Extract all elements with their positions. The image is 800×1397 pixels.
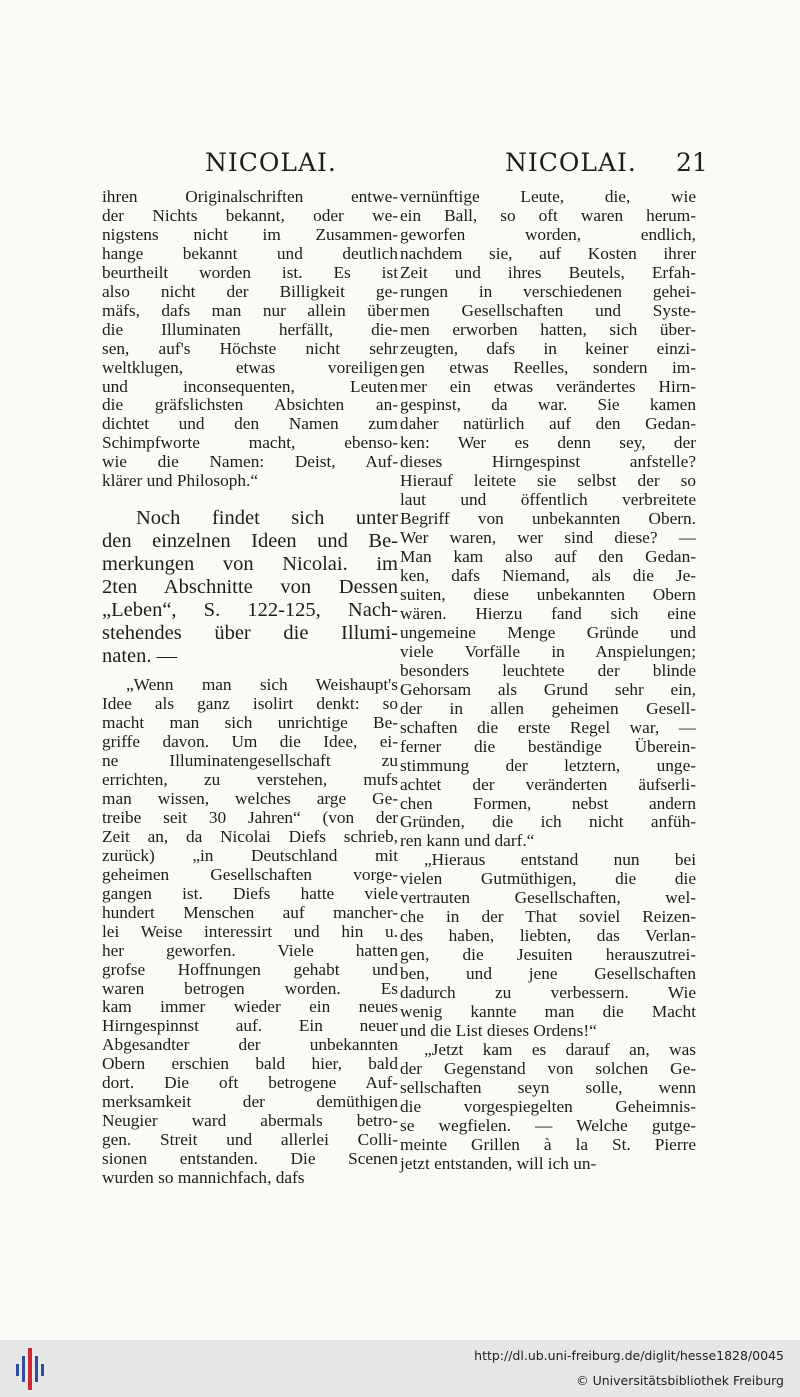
text-line: zurück) „in Deutschland mit	[102, 845, 398, 865]
text-line: grofse Hoffnungen gehabt und	[102, 959, 398, 979]
text-line: weltklugen, etwas voreiligen	[102, 357, 398, 377]
text-line: treibe seit 30 Jahren“ (von der	[102, 807, 398, 827]
text-line: „Hieraus entstand nun bei	[424, 850, 696, 870]
text-line: daher natürlich auf den Gedan-	[400, 414, 696, 434]
text-line: dort. Die oft betrogene Auf-	[102, 1073, 398, 1093]
paragraph-2	[102, 676, 398, 1188]
text-line: Idee als ganz isolirt denkt: so	[102, 694, 398, 714]
footer-bar	[0, 1340, 800, 1397]
text-line: geheimen Gesellschaften vorge-	[102, 864, 398, 884]
text-line: hange bekannt und deutlich	[102, 243, 398, 263]
text-line: merksamkeit der demüthigen	[102, 1092, 398, 1112]
text-line: vernünftige Leute, die, wie	[400, 187, 696, 206]
text-line: stehendes über die Illumi-	[102, 622, 398, 645]
text-line: 2ten Abschnitte von Dessen	[102, 576, 398, 599]
text-line: vertrauten Gesellschaften, wel-	[400, 888, 696, 908]
text-line: vielen Gutmüthigen, die die	[400, 869, 696, 889]
ub-freiburg-logo-icon	[14, 1346, 50, 1392]
text-line: mer ein etwas verändertes Hirn-	[400, 376, 696, 396]
text-line: errichten, zu verstehen, mufs	[102, 770, 398, 790]
paragraph-3	[400, 188, 696, 1174]
text-line: die gräfslichsten Absichten an-	[102, 395, 398, 415]
text-line: Abgesandter der unbekannten	[102, 1035, 398, 1055]
text-line: Man kam also auf den Gedan-	[400, 547, 696, 567]
text-line: Begriff von unbekannten Obern.	[400, 509, 696, 529]
text-line: sionen entstanden. Die Scenen	[102, 1149, 398, 1169]
text-line: ren kann und darf.“	[400, 831, 535, 851]
text-line: wurden so mannichfach, dafs	[102, 1168, 305, 1188]
text-line: Wer waren, wer sind diese? —	[400, 528, 696, 548]
text-line: klärer und Philosoph.“	[102, 471, 258, 491]
text-line: sen, auf's Höchste nicht sehr	[102, 338, 398, 358]
text-line: Neugier ward abermals betro-	[102, 1111, 398, 1131]
text-line: ein Ball, so oft waren herum-	[400, 205, 696, 225]
text-line: wenig kannte man die Macht	[400, 1001, 696, 1021]
text-line: jetzt entstanden, will ich un-	[400, 1153, 597, 1173]
text-line: gen etwas Reelles, sondern im-	[400, 357, 696, 377]
text-line: achtet der veränderten äufserli-	[400, 774, 696, 794]
text-line: wären. Hierzu fand sich eine	[400, 603, 696, 623]
text-line: suiten, diese unbekannten Obern	[400, 585, 696, 605]
text-line: che in der That soviel Reizen-	[400, 907, 696, 927]
text-line: men Gesellschaften und Syste-	[400, 300, 696, 320]
text-line: „Leben“, S. 122-125, Nach-	[102, 599, 398, 622]
text-line: Gründen, die ich nicht anfüh-	[400, 812, 696, 832]
text-line: und die List dieses Ordens!“	[400, 1020, 597, 1040]
text-line: man wissen, welches arge Ge-	[102, 788, 398, 808]
text-line: Schimpfworte macht, ebenso-	[102, 433, 398, 453]
text-line: Noch findet sich unter	[136, 507, 398, 530]
source-url-link[interactable]: http://dl.ub.uni-freiburg.de/diglit/hesse1828/0045	[474, 1348, 784, 1363]
text-line: ken: Wer es denn sey, der	[400, 433, 696, 453]
text-line: naten. —	[102, 645, 178, 668]
text-line: lei Weise interessirt und hin u.	[102, 921, 398, 941]
text-line: „Jetzt kam es darauf an, was	[424, 1039, 696, 1059]
text-line: ferner die beständige Überein-	[400, 736, 696, 756]
text-line: beurtheilt worden ist. Es ist	[102, 262, 398, 282]
text-line: se wegfielen. — Welche gutge-	[400, 1115, 696, 1135]
text-line: gangen ist. Diefs hatte viele	[102, 883, 398, 903]
text-line: der Nichts bekannt, oder we-	[102, 205, 398, 225]
text-line: gen. Streit und allerlei Colli-	[102, 1130, 398, 1150]
text-line: schaften die erste Regel war, —	[400, 717, 696, 737]
text-line: die Illuminaten herfällt, die-	[102, 319, 398, 339]
paragraph-1	[102, 188, 398, 491]
text-line: her geworfen. Viele hatten	[102, 940, 398, 960]
text-line: chen Formen, nebst andern	[400, 793, 696, 813]
text-line: Obern erschien bald hier, bald	[102, 1054, 398, 1074]
text-line: sellschaften seyn solle, wenn	[400, 1077, 696, 1097]
text-line: zeugten, dafs in keiner einzi-	[400, 338, 696, 358]
header-left-title: NICOLAI.	[205, 148, 337, 177]
text-line: gespinst, da war. Sie kamen	[400, 395, 696, 415]
text-line: Zeit an, da Nicolai Diefs schrieb,	[102, 826, 398, 846]
text-line: des haben, liebten, das Verlan-	[400, 926, 696, 946]
text-line: der Gegenstand von solchen Ge-	[400, 1058, 696, 1078]
text-line: griffe davon. Um die Idee, ei-	[102, 732, 398, 752]
text-line: ben, und jene Gesellschaften	[400, 964, 696, 984]
text-line: viele Vorfälle in Anspielungen;	[400, 641, 696, 661]
text-line: geworfen worden, endlich,	[400, 224, 696, 244]
text-line: waren betrogen worden. Es	[102, 978, 398, 998]
text-line: stimmung der letztern, unge-	[400, 755, 696, 775]
text-line: die vorgespiegelten Geheimnis-	[400, 1096, 696, 1116]
text-line: Zeit und ihres Beutels, Erfah-	[400, 262, 696, 282]
text-line: men erworben hatten, sich über-	[400, 319, 696, 339]
text-line: ne Illuminatengesellschaft zu	[102, 751, 398, 771]
text-line: Hirngespinnst auf. Ein neuer	[102, 1016, 398, 1036]
right-column	[400, 188, 696, 1174]
text-line: ungemeine Menge Gründe und	[400, 622, 696, 642]
text-line: kam immer wieder ein neues	[102, 997, 398, 1017]
text-line: meinte Grillen à la St. Pierre	[400, 1134, 696, 1154]
text-line: mäfs, dafs man nur allein über	[102, 300, 398, 320]
text-line: ken, dafs Niemand, als die Je-	[400, 566, 696, 586]
text-line: Gehorsam als Grund sehr ein,	[400, 679, 696, 699]
text-line: ihren Originalschriften entwe-	[102, 187, 398, 206]
text-line: dichtet und den Namen zum	[102, 414, 398, 434]
text-line: macht man sich unrichtige Be-	[102, 713, 398, 733]
text-line: hundert Menschen auf mancher-	[102, 902, 398, 922]
text-line: der in allen geheimen Gesell-	[400, 698, 696, 718]
text-line: und inconsequenten, Leuten	[102, 376, 398, 396]
text-line: wie die Namen: Deist, Auf-	[102, 452, 398, 472]
text-line: „Wenn man sich Weishaupt's	[126, 675, 398, 695]
left-column	[102, 188, 398, 1188]
text-line: nigstens nicht im Zusammen-	[102, 224, 398, 244]
text-line: merkungen von Nicolai. im	[102, 553, 398, 576]
section-heading-paragraph	[102, 507, 398, 668]
text-line: gen, die Jesuiten herauszutrei-	[400, 945, 696, 965]
copyright-notice: © Universitätsbibliothek Freiburg	[576, 1373, 784, 1388]
text-line: nachdem sie, auf Kosten ihrer	[400, 243, 696, 263]
page-number: 21	[676, 148, 708, 177]
text-line: dieses Hirngespinst anfstelle?	[400, 452, 696, 472]
text-line: den einzelnen Ideen und Be-	[102, 530, 398, 553]
header-right-title: NICOLAI.	[505, 148, 637, 177]
text-line: rungen in verschiedenen gehei-	[400, 281, 696, 301]
text-line: dadurch zu verbessern. Wie	[400, 983, 696, 1003]
text-line: laut und öffentlich verbreitete	[400, 490, 696, 510]
text-line: also nicht der Billigkeit ge-	[102, 281, 398, 301]
text-line: besonders leuchtete der blinde	[400, 660, 696, 680]
text-line: Hierauf leitete sie selbst der so	[400, 471, 696, 491]
running-header	[0, 148, 800, 188]
